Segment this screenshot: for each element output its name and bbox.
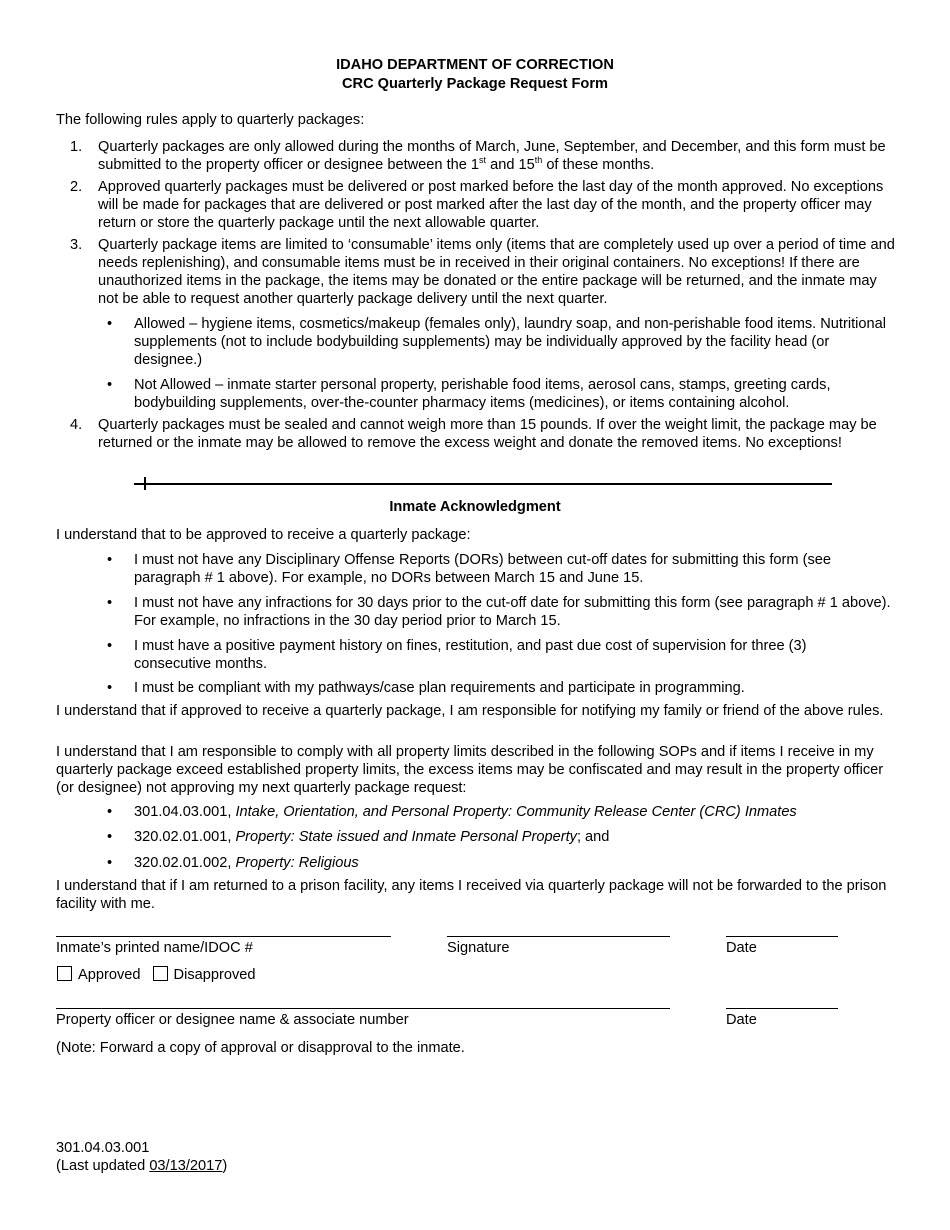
forward-note: (Note: Forward a copy of approval or disapproval to the inmate. [56, 1040, 465, 1056]
sop-title: Intake, Orientation, and Personal Property: Community Release Center (CRC) Inmates [235, 804, 797, 820]
rule-text: Approved quarterly packages must be delivered or post marked before the last day of the month approved. No exceptions will be made for packages that are delivered or post marked after the last day of the month, and the property officer may return or store the quarterly package until the next allowable quarter. [98, 179, 884, 231]
rule-1-text-c: of these months. [542, 157, 655, 173]
ack-condition-compliance: I must be compliant with my pathways/case plan requirements and participate in programming. [134, 680, 745, 696]
sop-title: Property: State issued and Inmate Personal Property [235, 829, 577, 845]
officer-name-line[interactable] [56, 1008, 670, 1009]
approval-options [57, 966, 255, 984]
bullet: • [107, 680, 113, 696]
officer-label: Property officer or designee name & associate number [56, 1012, 409, 1028]
ack-prison-paragraph: I understand that if I am returned to a prison facility, any items I received via quarterly package will not be forwarded to the prison facility with me. [56, 878, 887, 912]
form-title: CRC Quarterly Package Request Form [341, 76, 608, 92]
rule-text [98, 138, 898, 174]
rule-1-text-b: and 15 [486, 157, 535, 173]
bullet: • [107, 638, 113, 654]
section-divider [134, 483, 832, 485]
rule-number: 2. [70, 179, 83, 195]
date-line[interactable] [726, 936, 838, 937]
updated-suffix: ) [222, 1158, 228, 1174]
approved-label: Approved [78, 967, 141, 983]
inmate-name-line[interactable] [56, 936, 391, 937]
bullet: • [107, 316, 113, 332]
signature-line[interactable] [447, 936, 670, 937]
sop-item [134, 803, 894, 821]
rule-text: Quarterly package items are limited to ‘consumable’ items only (items that are completely used up over a period of time and needs replenishing), and consumable items must be in received in their original containers. No exceptions! If there are unauthorized items in the package, the items may be donated or the entire package will be returned, and the inmate may not be able to request another quarterly package delivery until the next quarter. [98, 237, 895, 307]
signature-label: Signature [447, 940, 510, 956]
officer-date-line[interactable] [726, 1008, 838, 1009]
officer-date-label: Date [726, 1012, 757, 1028]
updated-date: 03/13/2017 [149, 1158, 223, 1174]
sop-title: Property: Religious [235, 855, 359, 871]
sop-item [134, 828, 894, 846]
updated-prefix: (Last updated [56, 1158, 150, 1174]
bullet: • [107, 804, 113, 820]
sop-number: 320.02.01.002, [134, 855, 236, 871]
date-label: Date [726, 940, 757, 956]
footer-doc-number: 301.04.03.001 [56, 1140, 150, 1156]
rules-intro: The following rules apply to quarterly packages: [56, 112, 365, 128]
ack-notify-paragraph: I understand that if approved to receive a quarterly package, I am responsible for notifying my family or friend of the above rules. [56, 703, 884, 719]
bullet: • [107, 377, 113, 393]
footer-last-updated [56, 1157, 227, 1175]
ack-condition-infractions: I must not have any infractions for 30 days prior to the cut-off date for submitting this form (see paragraph # 1 above). For example, no infractions in the 30 day period prior to March 15. [134, 595, 891, 629]
rule-number: 1. [70, 139, 83, 155]
form-agency-title: IDAHO DEPARTMENT OF CORRECTION [336, 57, 614, 73]
acknowledgment-heading: Inmate Acknowledgment [389, 499, 561, 515]
bullet: • [107, 595, 113, 611]
bullet: • [107, 855, 113, 871]
not-allowed-items-text: Not Allowed – inmate starter personal property, perishable food items, aerosol cans, stamps, greeting cards, bodybuilding supplements, over-the-counter pharmacy items (medicines), or items containing alcohol. [134, 377, 831, 411]
rule-text: Quarterly packages must be sealed and cannot weigh more than 15 pounds. If over the weight limit, the package may be returned or the inmate may be allowed to remove the excess weight and donate the removed items. No exceptions! [98, 417, 877, 451]
sop-number: 320.02.01.001, [134, 829, 236, 845]
bullet: • [107, 829, 113, 845]
rule-1-sup-th: th [534, 155, 543, 166]
ack-condition-payment: I must have a positive payment history on fines, restitution, and past due cost of supervision for three (3) consecutive months. [134, 638, 807, 672]
rule-number: 4. [70, 417, 83, 433]
sop-number: 301.04.03.001, [134, 804, 236, 820]
ack-limits-paragraph: I understand that I am responsible to comply with all property limits described in the following SOPs and if items I receive in my quarterly package exceed established property limits, the excess items may be confiscated and may result in the property officer (or designee) not approving my next quarterly package request: [56, 744, 884, 796]
sop-suffix: ; and [576, 829, 610, 845]
rule-1-text-a: Quarterly packages are only allowed during the months of March, June, September, and December, and this form must be submitted to the property officer or designee between the 1 [98, 139, 886, 173]
rule-number: 3. [70, 237, 83, 253]
bullet: • [107, 552, 113, 568]
disapproved-label: Disapproved [173, 967, 256, 983]
approved-checkbox[interactable] [57, 966, 72, 981]
acknowledgment-intro: I understand that to be approved to receive a quarterly package: [56, 527, 471, 543]
inmate-name-label: Inmate’s printed name/IDOC # [56, 940, 253, 956]
allowed-items-text: Allowed – hygiene items, cosmetics/makeup (females only), laundry soap, and non-perishable food items. Nutritional supplements (not to include bodybuilding supplements) may be individually approved by the facility head (or designee.) [134, 316, 886, 368]
ack-condition-dors: I must not have any Disciplinary Offense Reports (DORs) between cut-off dates for submitting this form (see paragraph # 1 above). For example, no DORs between March 15 and June 15. [134, 552, 832, 586]
divider-tick [144, 477, 146, 490]
sop-item [134, 854, 894, 872]
disapproved-checkbox[interactable] [153, 966, 168, 981]
rule-1-sup-st: st [479, 155, 487, 166]
